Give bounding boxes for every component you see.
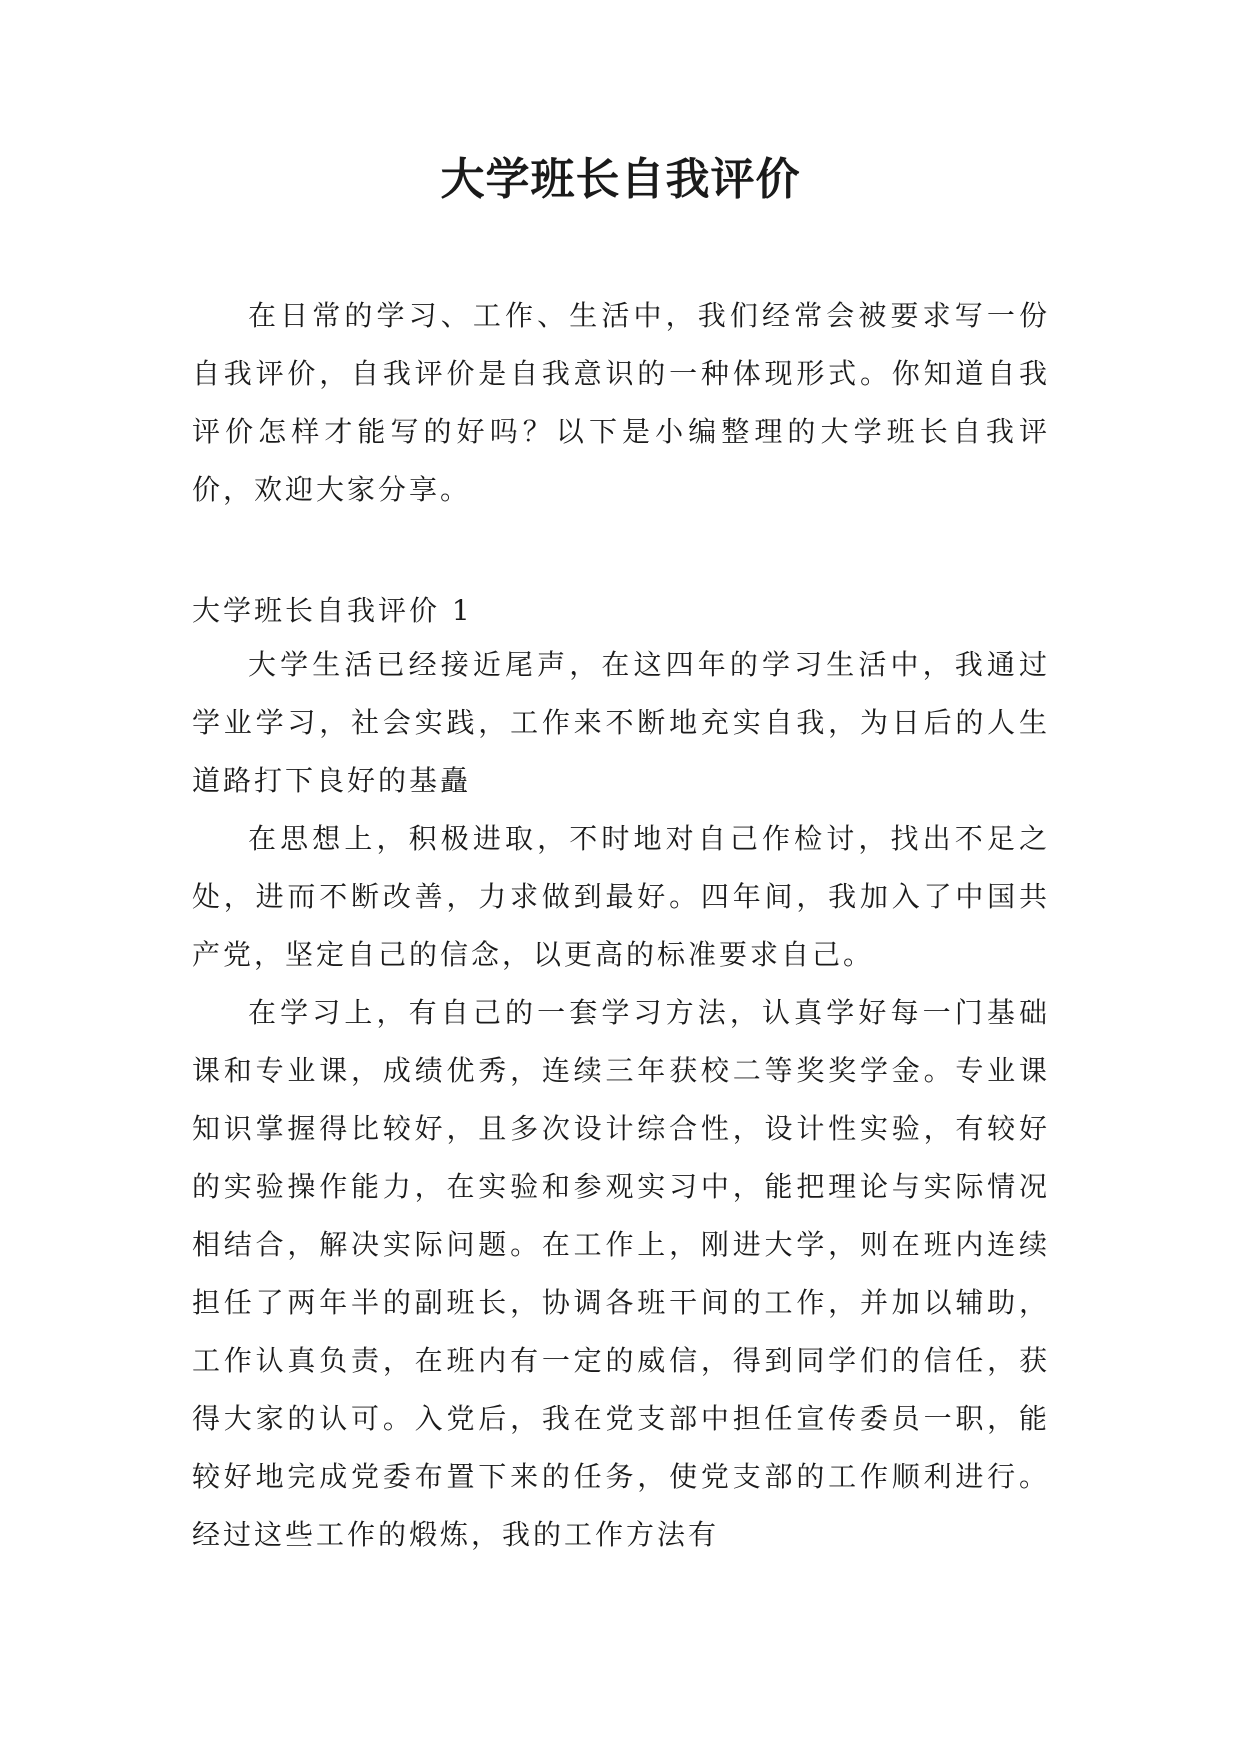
intro-paragraph: 在日常的学习、工作、生活中，我们经常会被要求写一份自我评价，自我评价是自我意识的一种体现形式。你知道自我评价怎样才能写的好吗？以下是小编整理的大学班长自我评价，欢迎大家分享。 [192,299,1050,506]
body-paragraph-2: 在思想上，积极进取，不时地对自己作检讨，找出不足之处，进而不断改善，力求做到最好。四年间，我加入了中国共产党，坚定自己的信念，以更高的标准要求自己。 [192,822,1050,971]
section-body [192,636,1050,1564]
intro-block [192,287,1050,519]
body-paragraph-3: 在学习上，有自己的一套学习方法，认真学好每一门基础课和专业课，成绩优秀，连续三年获校二等奖奖学金。专业课知识掌握得比较好，且多次设计综合性，设计性实验，有较好的实验操作能力，在实验和参观实习中，能把理论与实际情况相结合，解决实际问题。在工作上，刚进大学，则在班内连续担任了两年半的副班长，协调各班干间的工作，并加以辅助，工作认真负责，在班内有一定的威信，得到同学们的信任，获得大家的认可。入党后，我在党支部中担任宣传委员一职，能较好地完成党委布置下来的任务，使党支部的工作顺利进行。经过这些工作的煅炼，我的工作方法有 [192,996,1050,1551]
document-title: 大学班长自我评价 [440,154,801,205]
body-paragraph-1: 大学生活已经接近尾声，在这四年的学习生活中，我通过学业学习，社会实践，工作来不断地充实自我，为日后的人生道路打下良好的基矗 [192,648,1050,797]
section-heading: 大学班长自我评价 1 [192,594,473,627]
